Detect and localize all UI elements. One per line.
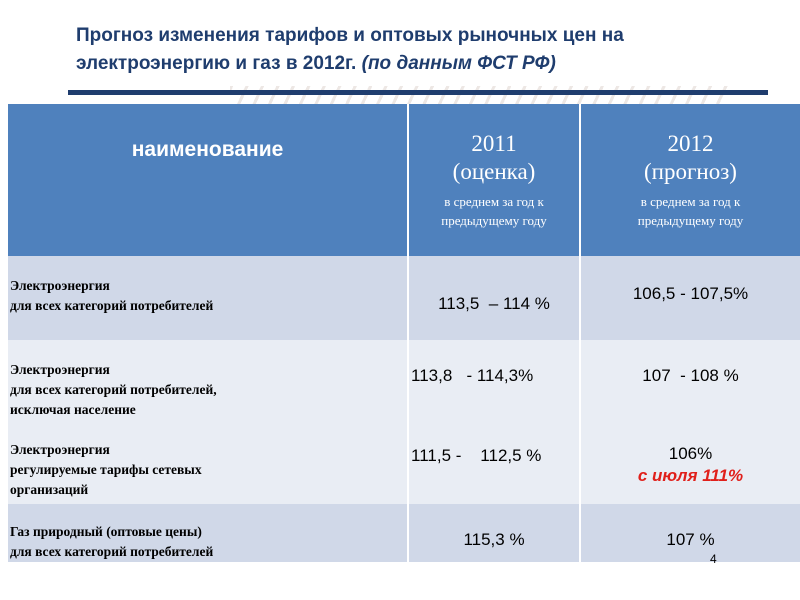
header-2011-note: [409, 192, 579, 230]
tariff-table: [8, 104, 800, 562]
row-3-2012-value: 107 %: [666, 530, 715, 549]
header-2011-year: 2011: [471, 131, 517, 156]
row-2-label: [8, 340, 408, 504]
table-row: [8, 504, 800, 562]
row-2-label-line3: исключая население: [10, 402, 136, 417]
row-3-label-line1: Газ природный (оптовые цены): [10, 524, 202, 539]
row-1-2012-value: 106,5 - 107,5%: [632, 284, 749, 303]
row-3-2011-value: 115,3 %: [463, 530, 525, 549]
header-name-label: наименование: [131, 138, 284, 161]
slide-title-line1: Прогноз изменения тарифов и оптовых рыночных цен на: [76, 25, 624, 46]
table-row: [8, 256, 800, 340]
header-2012: [580, 104, 800, 256]
row-1-2011: [408, 256, 580, 340]
row-1-label-line2: для всех категорий потребителей: [10, 298, 214, 313]
row-1-label: [8, 256, 408, 340]
header-2012-note-line2: предыдущему году: [637, 213, 744, 228]
header-2012-note-line1: в среднем за год к: [640, 194, 741, 209]
row-2-sub-2012-note: с июля 111%: [637, 466, 744, 485]
row-2-2011: [408, 340, 580, 504]
slide-title: [76, 22, 736, 78]
row-2-2012-value: 107 - 108 %: [642, 366, 739, 385]
title-divider: [68, 90, 768, 95]
row-2-label-text: [8, 340, 407, 420]
row-2-sub-label-text: [8, 420, 407, 500]
row-1-label-line1: Электроэнергия: [10, 278, 110, 293]
row-2-sub-label-line3: организаций: [10, 482, 89, 497]
row-1-2012: [580, 256, 800, 340]
header-2011-label: (оценка): [452, 159, 536, 184]
slide-title-line2-main: электроэнергию и газ в 2012г.: [76, 53, 357, 74]
header-2012-note: [581, 192, 800, 230]
row-2-label-line2: для всех категорий потребителей,: [10, 382, 217, 397]
slide-title-source: (по данным ФСТ РФ): [361, 53, 556, 74]
slide-title-line2: [76, 50, 736, 78]
row-1-label-text: [8, 256, 407, 316]
page-number: 4: [710, 552, 717, 566]
row-2-sub-2012-value: 106%: [668, 444, 713, 463]
row-2-sub-label-line2: регулируемые тарифы сетевых: [10, 462, 202, 477]
header-2011-note-line2: предыдущему году: [441, 213, 547, 228]
header-2012-year: 2012: [667, 131, 714, 156]
header-2012-label: (прогноз): [644, 159, 737, 184]
row-3-label-line2: для всех категорий потребителей: [10, 544, 214, 559]
row-3-2012: [580, 504, 800, 562]
row-2-label-line1: Электроэнергия: [10, 362, 110, 377]
header-2011: [408, 104, 580, 256]
header-2011-note-line1: в среднем за год к: [444, 194, 544, 209]
row-3-2011: [408, 504, 580, 562]
row-2-2011-value: 113,8 - 114,3%: [411, 366, 534, 385]
row-3-label: [8, 504, 408, 562]
header-name: [8, 104, 408, 256]
row-2-sub-2011-value: 111,5 - 112,5 %: [411, 446, 542, 465]
row-1-2011-value: 113,5 – 114 %: [438, 294, 550, 313]
table-header-row: [8, 104, 800, 256]
row-2-2012: [580, 340, 800, 504]
row-2-sub-label-line1: Электроэнергия: [10, 442, 110, 457]
table-row: [8, 340, 800, 504]
row-3-label-text: [8, 504, 407, 562]
